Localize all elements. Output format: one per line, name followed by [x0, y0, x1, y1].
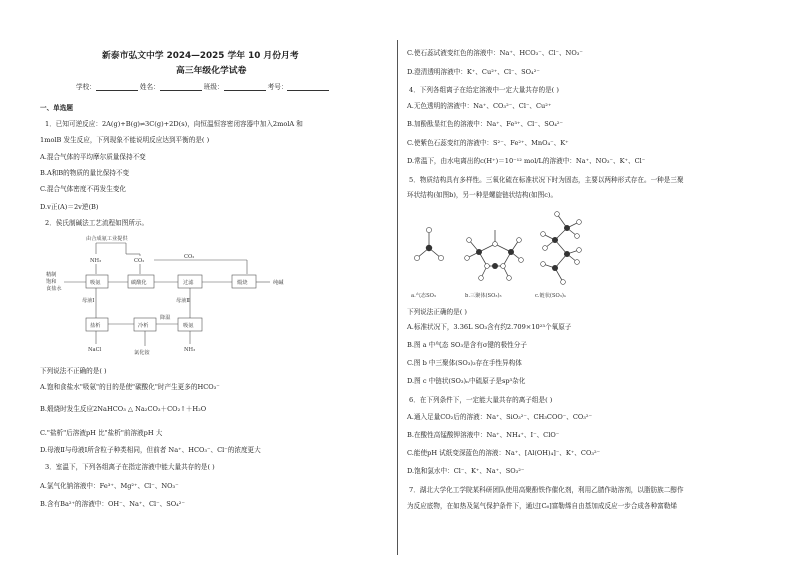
q6-stem: 6．在下列条件下，一定能大量共存的离子组是( ) — [409, 396, 553, 404]
q1-option-b[interactable]: B.A和B的物质的量比保持不变 — [40, 169, 130, 177]
q2-option-b[interactable]: B.煅烧时发生反应2NaHCO₃ △ Na₂CO₃＋CO₂↑＋H₂O — [40, 405, 207, 413]
nh3-input-label: NH₃ — [184, 347, 196, 353]
diagram-input-3: 食盐水 — [46, 286, 62, 292]
q1-option-c[interactable]: C.混合气体密度不再发生变化 — [40, 185, 127, 193]
fig-c-label: c.链状(SO₃)ₙ — [535, 293, 567, 299]
mother-liquor-1-label: 母液Ⅰ — [82, 298, 95, 304]
q4-option-b[interactable]: B.加酚酞显红色的溶液中：Na⁺、Fe³⁺、Cl⁻、SO₄²⁻ — [407, 120, 563, 128]
fig-b-label: b.三聚体(SO₃)₃ — [465, 293, 502, 299]
q1-option-d[interactable]: D.v正(A)＝2v逆(B) — [40, 203, 99, 211]
school-blank[interactable] — [96, 84, 138, 91]
q2-stem: 2．侯氏制碱法工艺流程如图所示。 — [45, 219, 149, 227]
cooling-label: 降温 — [160, 315, 171, 321]
chain-so3-molecule — [541, 212, 582, 285]
box-label-4: 煅烧 — [237, 280, 248, 286]
diagram-co2-label: CO₂ — [134, 258, 145, 264]
so3-structure-figures — [407, 200, 597, 300]
q5-stem-line1: 5．物质结构具有多样性。三氧化硫在标准状况下时为固态，主要以两种形式存在。一种是三聚 — [409, 176, 684, 184]
q4-option-d[interactable]: D.常温下，由水电离出的c(H⁺)＝10⁻¹² mol/L的溶液中：Na⁺、NO₃⁻、K⁺、Cl⁻ — [407, 157, 646, 165]
hou-process-flow-diagram — [42, 230, 312, 360]
box-label-2: 碳酸化 — [131, 280, 147, 286]
section-heading: 一、单选题 — [40, 104, 73, 112]
q3-stem: 3．室温下，下列各组离子在指定溶液中能大量共存的是( ) — [45, 463, 215, 471]
q3-option-d[interactable]: D.澄清透明溶液中：K⁺、Cu²⁺、Cl⁻、SO₄²⁻ — [407, 68, 540, 76]
box-label-5: 盐析 — [90, 323, 101, 329]
q1-option-a[interactable]: A.混合气体的平均摩尔质量保持不变 — [40, 153, 146, 161]
diagram-source-label: 由合成氨工业提供 — [86, 236, 128, 242]
q4-stem: 4．下列各组离子在给定溶液中一定大量共存的是( ) — [409, 86, 559, 94]
box-label-7: 吸氨 — [183, 323, 194, 329]
q7-line2: 为反应底物，在如热及氮气保护条件下，通过[C₆]富勒烯自由基加成反应一步合成各种富勒烯 — [407, 502, 677, 510]
q5-option-b[interactable]: B.图 a 中气态 SO₃是含有σ键的极性分子 — [407, 341, 527, 349]
class-blank[interactable] — [224, 84, 266, 91]
q7-line1: 7．湖北大学化工学院某科研团队使用高聚酚铁作催化剂，利用乙腈作助溶剂，以脂肪族二醇作 — [409, 486, 684, 494]
fig-a-label: a.气态SO₃ — [411, 293, 437, 299]
q3-option-c[interactable]: C.使石蕊试液变红色的溶液中：Na⁺、HCO₃⁻、Cl⁻、NO₃⁻ — [407, 49, 583, 57]
q5-option-a[interactable]: A.标准状况下，3.36L SO₃含有约2.709×10²³个氧原子 — [407, 323, 572, 331]
mother-liquor-2-label: 母液Ⅱ — [176, 298, 190, 304]
class-label: 班级： — [203, 83, 224, 91]
q3-option-b[interactable]: B.含有Ba²⁺的溶液中：OH⁻、Na⁺、Cl⁻、SO₄²⁻ — [40, 500, 185, 508]
school-label: 学校： — [76, 83, 96, 91]
product-label: 纯碱 — [273, 280, 284, 286]
nacl-label: NaCl — [88, 347, 102, 353]
q2-option-d[interactable]: D.母液Ⅱ与母液Ⅰ所含粒子种类相同，但前者 Na⁺、HCO₃⁻、Cl⁻的浓度更大 — [40, 446, 261, 454]
number-label: 考号： — [267, 83, 288, 91]
q6-option-c[interactable]: C.能使pH 试纸变深蓝色的溶液：Na⁺、[Al(OH)₄]⁻、K⁺、CO₃²⁻ — [407, 449, 601, 457]
q1-stem-line2: 1molB 发生反应，下列现象不能说明反应达到平衡的是( ) — [40, 136, 210, 144]
diagram-co2-recycle-label: CO₂ — [184, 254, 195, 260]
ammonium-chloride-label: 氯化铵 — [134, 350, 150, 356]
q2-option-a[interactable]: A.饱和食盐水"吸氨"的目的是使"碳酸化"时产生更多的HCO₃⁻ — [40, 383, 220, 391]
q5-option-c[interactable]: C.图 b 中三聚体(SO₃)₃存在手性异构体 — [407, 359, 522, 367]
diagram-nh3-label: NH₃ — [90, 258, 102, 264]
q2-option-c[interactable]: C."盐析"后溶液pH 比"盐析"前溶液pH 大 — [40, 429, 163, 437]
student-info-line — [76, 83, 329, 91]
q6-option-b[interactable]: B.在酸性高锰酸钾溶液中：Na⁺、NH₄⁺、I⁻、ClO⁻ — [407, 431, 560, 439]
diagram-input-2: 饱和 — [46, 279, 57, 285]
trimer-so3-molecule — [465, 230, 524, 280]
number-blank[interactable] — [287, 84, 329, 91]
box-label-6: 冷析 — [138, 323, 149, 329]
q2-question: 下列说法不正确的是( ) — [40, 367, 107, 375]
q6-option-d[interactable]: D.饱和氯水中：Cl⁻、K⁺、Na⁺、SO₃²⁻ — [407, 467, 525, 475]
q5-stem-line2: 环状结构(如图b)，另一种是螺旋链状结构(如图c)。 — [407, 191, 558, 199]
name-blank[interactable] — [160, 84, 202, 91]
box-label-1: 吸氨 — [90, 280, 101, 286]
q5-question: 下列说法正确的是( ) — [407, 308, 467, 316]
q3-option-a[interactable]: A.氯气化钠溶液中：Fe³⁺、Mg²⁺、Cl⁻、NO₃⁻ — [40, 482, 179, 490]
box-label-3: 过滤 — [183, 280, 194, 286]
q4-option-a[interactable]: A.无色透明的溶液中：Na⁺、CO₃²⁻、Cl⁻、Cu²⁺ — [407, 102, 552, 110]
diagram-input-1: 精制 — [46, 272, 57, 278]
gaseous-so3-molecule — [414, 227, 443, 260]
equilibrium-arrow-icon: ⇌ — [140, 121, 146, 128]
q5-option-d[interactable]: D.图 c 中链状(SO₃)ₙ中硫原子是sp³杂化 — [407, 377, 526, 385]
q1-stem-line1: 1．已知可逆反应：2A(g)+B(g)⇌3C(g)+2D(s)，向恒温恒容密闭容器中加入2molA 和 — [45, 120, 303, 128]
q4-option-c[interactable]: C.使紫色石蕊变红的溶液中：S²⁻、Fe²⁺、MnO₄⁻、K⁺ — [407, 139, 569, 147]
q6-option-a[interactable]: A.通入足量CO₂后的溶液：Na⁺、SiO₃²⁻、CH₃COO⁻、CO₃²⁻ — [407, 413, 593, 421]
name-label: 姓名： — [139, 83, 160, 91]
exam-subtitle: 高三年级化学试卷 — [176, 66, 247, 76]
column-divider — [397, 40, 398, 555]
exam-title: 新泰市弘文中学 2024—2025 学年 10 月份月考 — [102, 51, 299, 61]
